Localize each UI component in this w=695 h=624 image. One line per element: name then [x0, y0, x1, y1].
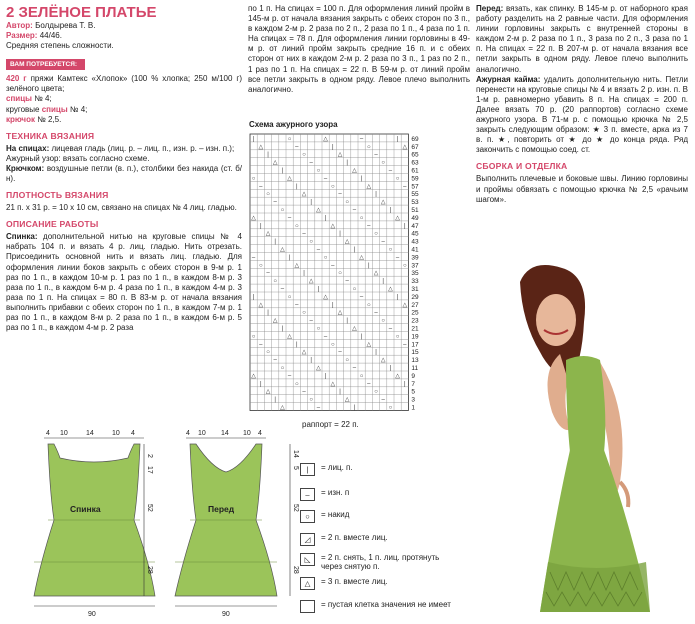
- chart-row-number: 19: [411, 333, 419, 341]
- chart-stitch: △: [265, 389, 271, 396]
- scheme-title: Схема ажурного узора: [249, 120, 338, 129]
- chart-row-number: 5: [411, 388, 416, 396]
- chart-stitch: ○: [359, 215, 364, 222]
- assembly-heading: СБОРКА И ОТДЕЛКА: [476, 161, 568, 172]
- chart-stitch: △: [272, 160, 278, 167]
- chart-stitch: ○: [309, 239, 314, 246]
- chart-stitch: –: [374, 310, 378, 317]
- chart-stitch: |: [252, 136, 255, 143]
- front-text: Перед: вязать, как спинку. В 145-м р. от наборного края работу разделить на 2 равные части. Для оформления линии горловины закрыть с внутренней стороны в каждом 2-м р. 2 раза по 1 п., 3 раза по 2 п., 3 раза по 1 п. На спицах = 22 п. В 207-м р. от начала вязания все петли закрыть в одном ряду. Левое плечо выполнить аналогично.: [476, 4, 689, 74]
- chart-stitch: |: [296, 183, 298, 190]
- chart-row-number: 21: [411, 325, 419, 333]
- chart-stitch: |: [274, 397, 276, 404]
- chart-stitch: ○: [266, 191, 270, 198]
- chart-row-number: 9: [411, 372, 416, 380]
- chart-stitch: –: [352, 365, 357, 372]
- assembly-text: Выполнить плечевые и боковые швы. Линию горловины и проймы обвязать с помощью крючка № 2,5 «рачьим шагом».: [476, 174, 688, 204]
- back-dim-4: 10: [112, 430, 120, 437]
- rapport-label: раппорт = 22 п.: [302, 420, 359, 429]
- materials-circular: круговые спицы № 4;: [6, 104, 88, 114]
- chart-stitch: ○: [381, 318, 386, 325]
- chart-row-number: 27: [411, 301, 419, 309]
- technique-crochet: Крючком: воздушные петли (в. п.), столбики без накида (ст. б/н).: [6, 163, 242, 184]
- chart-row-number: 15: [411, 349, 419, 357]
- chart-stitch: –: [359, 294, 364, 301]
- chart-stitch: ○: [251, 175, 256, 182]
- chart-stitch: △: [352, 168, 357, 174]
- chart-stitch: –: [309, 160, 313, 167]
- chart-stitch: –: [331, 262, 335, 269]
- front-dim-1: 4: [186, 430, 190, 437]
- chart-stitch: |: [353, 247, 356, 253]
- chart-grid: [250, 134, 408, 411]
- chart-row-number: 63: [411, 159, 419, 167]
- chart-row-number: 13: [411, 357, 419, 365]
- chart-stitch: ○: [287, 136, 292, 143]
- chart-row-number: 25: [411, 309, 419, 317]
- back-side-3: 52: [146, 504, 153, 512]
- chart-stitch: ○: [402, 262, 407, 269]
- legend-symbol: △: [300, 577, 315, 590]
- chart-stitch: –: [338, 349, 342, 356]
- chart-stitch: ○: [388, 247, 393, 253]
- chart-stitch: –: [388, 326, 393, 332]
- chart-stitch: ○: [374, 231, 378, 238]
- technique-heading: ТЕХНИКА ВЯЗАНИЯ: [6, 130, 95, 141]
- chart-stitch: –: [295, 302, 299, 309]
- chart-row-number: 41: [411, 246, 419, 254]
- chart-row-number: 11: [411, 365, 419, 372]
- back-dim-3: 14: [86, 430, 94, 437]
- chart-stitch: ○: [395, 175, 400, 182]
- chart-stitch: ○: [345, 357, 350, 364]
- chart-stitch: △: [280, 405, 285, 411]
- chart-stitch: –: [345, 278, 349, 285]
- legend-item: ○ = накид: [300, 510, 349, 523]
- materials-hook: крючок № 2,5.: [6, 114, 62, 124]
- chart-stitch: △: [352, 326, 357, 332]
- chart-stitch: –: [259, 341, 263, 348]
- chart-stitch: –: [381, 239, 385, 246]
- chart-stitch: –: [316, 405, 321, 411]
- chart-stitch: △: [316, 365, 321, 372]
- chart-stitch: |: [324, 373, 327, 380]
- left-column: [6, 4, 242, 333]
- chart-stitch: △: [344, 397, 350, 404]
- chart-stitch: ○: [287, 294, 292, 301]
- chart-stitch: –: [273, 199, 277, 206]
- chart-stitch: |: [368, 262, 370, 269]
- chart-stitch: |: [353, 405, 356, 411]
- chart-stitch: |: [267, 152, 269, 159]
- materials-badge: ВАМ ПОТРЕБУЕТСЯ:: [6, 59, 85, 70]
- chart-row-number: 59: [411, 175, 419, 183]
- chart-stitch: |: [389, 365, 392, 372]
- chart-stitch: –: [359, 136, 364, 143]
- front-side-1: 14: [292, 450, 299, 458]
- chart-stitch: |: [260, 223, 262, 230]
- chart-stitch: ○: [258, 262, 263, 269]
- chart-stitch: |: [332, 302, 334, 309]
- front-bottom-dim: 90: [222, 611, 230, 618]
- chart-stitch: △: [344, 239, 350, 246]
- legend-item: = пустая клетка значения не имеет: [300, 600, 451, 613]
- chart-stitch: |: [346, 160, 348, 167]
- chart-stitch: △: [301, 349, 307, 356]
- chart-stitch: ○: [316, 168, 321, 174]
- chart-row-number: 29: [411, 293, 419, 301]
- chart-stitch: △: [366, 341, 372, 348]
- chart-stitch: ○: [302, 152, 306, 159]
- chart-stitch: △: [287, 333, 292, 340]
- chart-stitch: |: [281, 168, 284, 174]
- chart-stitch: ○: [338, 270, 342, 277]
- chart-stitch: ○: [266, 349, 270, 356]
- chart-stitch: –: [352, 207, 357, 214]
- page-title: 2 ЗЕЛЁНОЕ ПЛАТЬЕ: [6, 4, 157, 21]
- chart-row-number: 67: [411, 143, 419, 151]
- chart-stitch: △: [280, 247, 285, 253]
- chart-stitch: |: [339, 231, 341, 238]
- back-side-1: 2: [146, 454, 153, 458]
- chart-stitch: –: [251, 254, 256, 261]
- chart-row-number: 45: [411, 230, 419, 238]
- chart-stitch: △: [258, 144, 264, 151]
- chart-row-number: 47: [411, 222, 419, 230]
- front-dim-2: 10: [198, 430, 206, 437]
- back-side-4: 28: [146, 566, 153, 574]
- front-side-3: 52: [292, 504, 299, 512]
- chart-row-number: 33: [411, 278, 419, 286]
- chart-row-number: 3: [411, 396, 416, 404]
- chart-stitch: |: [375, 349, 377, 356]
- work-heading: ОПИСАНИЕ РАБОТЫ: [6, 219, 99, 230]
- legend-symbol: [300, 600, 315, 613]
- chart-stitch: ○: [280, 365, 285, 372]
- chart-stitch: –: [316, 247, 321, 253]
- chart-stitch: ○: [323, 254, 328, 261]
- chart-stitch: |: [296, 341, 298, 348]
- chart-stitch: △: [395, 215, 400, 222]
- chart-row-number: 53: [411, 199, 419, 207]
- chart-stitch: |: [260, 381, 262, 388]
- legend-symbol: ○: [300, 510, 315, 523]
- chart-stitch: ○: [374, 389, 378, 396]
- chart-stitch: –: [302, 231, 306, 238]
- chart-row-number: 35: [411, 270, 419, 278]
- chart-row-number: 65: [411, 151, 419, 159]
- legend-item: ◺ = 2 п. снять, 1 п. лиц. протянуть через снятую п.: [300, 553, 460, 571]
- back-dim-2: 10: [60, 430, 68, 437]
- legend-symbol: –: [300, 488, 315, 501]
- chart-stitch: |: [317, 286, 320, 293]
- chart-row-number: 23: [411, 317, 419, 325]
- chart-stitch: ○: [366, 144, 371, 151]
- chart-stitch: △: [402, 144, 408, 151]
- chart-row-number: 17: [411, 341, 419, 349]
- chart-stitch: –: [374, 152, 378, 159]
- author-line: Автор: Болдырева Т. В.: [6, 21, 96, 30]
- front-dim-4: 10: [243, 430, 251, 437]
- chart-stitch: |: [360, 333, 363, 340]
- chart-stitch: △: [388, 286, 393, 293]
- chart-stitch: △: [359, 254, 364, 261]
- chart-stitch: △: [287, 175, 292, 182]
- legend-item: | = лиц. п.: [300, 463, 353, 476]
- back-dim-1: 4: [46, 430, 50, 437]
- legend-symbol: |: [300, 463, 315, 476]
- chart-stitch: –: [259, 183, 263, 190]
- chart-stitch: |: [252, 294, 255, 301]
- chart-stitch: ○: [345, 199, 350, 206]
- chart-stitch: △: [251, 215, 256, 222]
- chart-row-number: 39: [411, 254, 419, 262]
- density-heading: ПЛОТНОСТЬ ВЯЗАНИЯ: [6, 190, 109, 201]
- chart-stitch: –: [367, 223, 371, 230]
- chart-stitch: |: [324, 215, 327, 222]
- front-side-2: 5: [292, 466, 299, 470]
- chart-stitch: –: [280, 286, 285, 293]
- chart-stitch: |: [396, 294, 399, 301]
- chart-row-number: 1: [411, 404, 416, 412]
- chart-stitch: ○: [395, 333, 400, 340]
- materials-needles: спицы № 4;: [6, 94, 52, 104]
- chart-stitch: |: [310, 357, 312, 364]
- chart-stitch: △: [323, 294, 328, 301]
- chart-stitch: ○: [359, 373, 364, 380]
- chart-stitch: –: [287, 373, 292, 380]
- chart-stitch: |: [310, 199, 312, 206]
- front-dim-3: 14: [221, 430, 229, 437]
- lace-chart: [248, 132, 448, 432]
- chart-row-number: 43: [411, 238, 419, 246]
- chart-stitch: –: [338, 191, 342, 198]
- legend-item: – = изн. п: [300, 488, 349, 501]
- chart-stitch: –: [381, 397, 385, 404]
- chart-stitch: ○: [280, 207, 285, 214]
- chart-stitch: –: [323, 175, 328, 182]
- legend-item: ◿ = 2 п. вместе лиц.: [300, 533, 388, 546]
- chart-stitch: △: [265, 231, 271, 238]
- chart-stitch: △: [402, 302, 408, 309]
- chart-stitch: △: [395, 373, 400, 380]
- chart-stitch: |: [360, 175, 363, 182]
- back-label: Спинка: [70, 504, 101, 514]
- chart-stitch: △: [380, 199, 386, 206]
- chart-row-number: 49: [411, 214, 419, 222]
- chart-stitch: △: [294, 262, 300, 269]
- chart-stitch: |: [281, 326, 284, 332]
- chart-stitch: |: [346, 318, 348, 325]
- chart-stitch: ○: [302, 310, 306, 317]
- materials-yarn: 420 г пряжи Камтекс «Хлопок» (100 % хлопка; 250 м/100 г) зелёного цвета;: [6, 74, 242, 94]
- chart-stitch: |: [382, 278, 384, 285]
- front-pattern: [175, 430, 299, 618]
- work-back: Спинка: дополнительной нитью на круговые спицы № 4 набрать 104 п. и вязать 4 р. лиц. гладью. Нить отрезать. Присоединить основной нить и вязать лиц. гладью. Для оформления линии боков закрыть с обеих сторон в 9-м р. 1 раз по 1 п., в каждом 10-м р. 1 раз по 1 п., в каждом 8-м р. 3 раза по 1 п., в каждом 6-м р. 4 раза по 1 п., в каждом 4-м р. 3 раза по 1 п. На спицах = 80 п. В 83-м р. от начала вязания выполнить прибавки с обеих сторон по 1 п., в каждом 7-м р. 1 раз по 1 п., в каждом 8-м р. 2 раза по 1 п., в каждом 6-м р. 5 раз по 1 п., в каждом 4-м р. 2 раза: [6, 232, 242, 333]
- size-line: Размер: 44/46.: [6, 31, 62, 41]
- front-label: Перед: [208, 504, 235, 514]
- chart-stitch: –: [302, 389, 306, 396]
- chart-stitch: –: [395, 254, 400, 261]
- chart-stitch: △: [366, 183, 372, 190]
- density-text: 21 п. х 31 р. = 10 х 10 см, связано на спицах № 4 лиц. гладью.: [6, 203, 237, 213]
- chart-stitch: ○: [330, 341, 335, 348]
- lace-edge-text: Ажурная кайма: удалить дополнительную нить. Петли перенести на круговые спицы № 4 и вязать 2 р. изн. п. В 1-м р. равномерно убавить 8 п. На спицах = 200 п. Далее вязать 70 р. (20 раппортов) согласно схеме ажурного узора. В 71-м р. с помощью крючка № 2,5 закрыть следующим образом: ★ 3 п. вместе, арка из 7 в. п. ★, повторить от ★ до ★ до конца ряда. Ряд закончить с помощью соед. ст.: [476, 74, 688, 155]
- right-column: [476, 4, 688, 205]
- chart-stitch: ○: [273, 278, 278, 285]
- chart-stitch: △: [301, 191, 307, 198]
- chart-row-number: 51: [411, 207, 419, 214]
- back-bottom-dim: 90: [88, 611, 96, 618]
- chart-stitch: –: [388, 168, 393, 174]
- chart-stitch: △: [380, 357, 386, 364]
- legend-symbol: ◺: [300, 553, 315, 566]
- chart-stitch: |: [396, 136, 399, 143]
- chart-stitch: △: [316, 207, 321, 214]
- legend-symbol: ◿: [300, 533, 315, 546]
- chart-stitch: |: [389, 207, 392, 214]
- front-dim-5: 4: [258, 430, 262, 437]
- chart-stitch: –: [266, 270, 270, 277]
- chart-stitch: –: [367, 381, 371, 388]
- chart-stitch: |: [375, 191, 377, 198]
- chart-stitch: |: [339, 389, 341, 396]
- model-photo: [500, 262, 695, 624]
- chart-stitch: ○: [316, 326, 321, 332]
- chart-stitch: ○: [381, 160, 386, 167]
- chart-stitch: ○: [294, 223, 299, 230]
- chart-stitch: △: [337, 310, 343, 317]
- chart-stitch: |: [274, 239, 276, 246]
- chart-stitch: ○: [294, 381, 299, 388]
- chart-row-number: 55: [411, 191, 419, 199]
- chart-stitch: |: [404, 223, 406, 230]
- chart-stitch: |: [288, 254, 291, 261]
- chart-stitch: –: [273, 357, 277, 364]
- chart-row-number: 7: [411, 380, 416, 388]
- chart-stitch: △: [330, 223, 336, 230]
- chart-stitch: △: [330, 381, 336, 388]
- back-side-2: 17: [146, 466, 153, 474]
- chart-stitch: ○: [251, 333, 256, 340]
- chart-stitch: ○: [366, 302, 371, 309]
- back-pattern: [34, 430, 155, 618]
- chart-row-numbers: [411, 136, 419, 412]
- chart-stitch: △: [323, 136, 328, 143]
- chart-stitch: △: [373, 270, 379, 277]
- chart-stitch: ○: [352, 286, 357, 293]
- chart-stitch: –: [295, 144, 299, 151]
- chart-row-number: 37: [411, 262, 419, 270]
- chart-stitch: –: [309, 318, 313, 325]
- chart-stitch: |: [404, 381, 406, 388]
- difficulty-line: Средняя степень сложности.: [6, 41, 114, 51]
- legend-item: △ = 3 п. вместе лиц.: [300, 577, 388, 590]
- chart-stitch: ○: [309, 397, 314, 404]
- chart-row-number: 61: [411, 167, 419, 175]
- chart-stitch: –: [403, 341, 407, 348]
- pattern-diagrams: [0, 424, 300, 624]
- technique-knit: На спицах: лицевая гладь (лиц. р. – лиц. п., изн. р. – изн. п.);: [6, 143, 235, 153]
- chart-stitch: △: [308, 278, 314, 285]
- chart-row-number: 57: [411, 183, 419, 191]
- chart-stitch: △: [272, 318, 278, 325]
- chart-stitch: –: [287, 215, 292, 222]
- front-side-4: 28: [292, 566, 299, 574]
- chart-row-number: 69: [411, 135, 419, 143]
- middle-column-text: по 1 п. На спицах = 100 п. Для оформления линий пройм в 145-м р. от начала вязания закрыть с обеих сторон по 3 п., в каждом 2-м р. 2 раза по 2 п., 2 раза по 1 п., 4 раза по 1 п. На спицах = 78 п. Для оформления линии горловины в 49-м р. от линий пройм закрыть средние 16 п. и с обеих сторон от них в каждом 2-м р. 2 раза по 3 п., 1 раз по 2 п., 1 раз по 1 п. На спицах = 22 п. В 59-м р. от линий пройм все петли закрыть в одном ряду. Левое плечо выполнить аналогично.: [248, 4, 470, 94]
- chart-stitch: ○: [330, 183, 335, 190]
- chart-stitch: △: [251, 373, 256, 380]
- chart-stitch: –: [323, 333, 328, 340]
- chart-stitch: ○: [388, 405, 393, 411]
- chart-stitch: |: [332, 144, 334, 151]
- chart-stitch: △: [258, 302, 264, 309]
- back-dim-5: 4: [131, 430, 135, 437]
- technique-lace: Ажурный узор: вязать согласно схеме.: [6, 153, 150, 163]
- chart-row-number: 31: [411, 286, 419, 293]
- chart-stitch: |: [267, 310, 269, 317]
- chart-stitch: –: [403, 183, 407, 190]
- chart-stitch: |: [303, 270, 305, 277]
- chart-stitch: △: [337, 152, 343, 159]
